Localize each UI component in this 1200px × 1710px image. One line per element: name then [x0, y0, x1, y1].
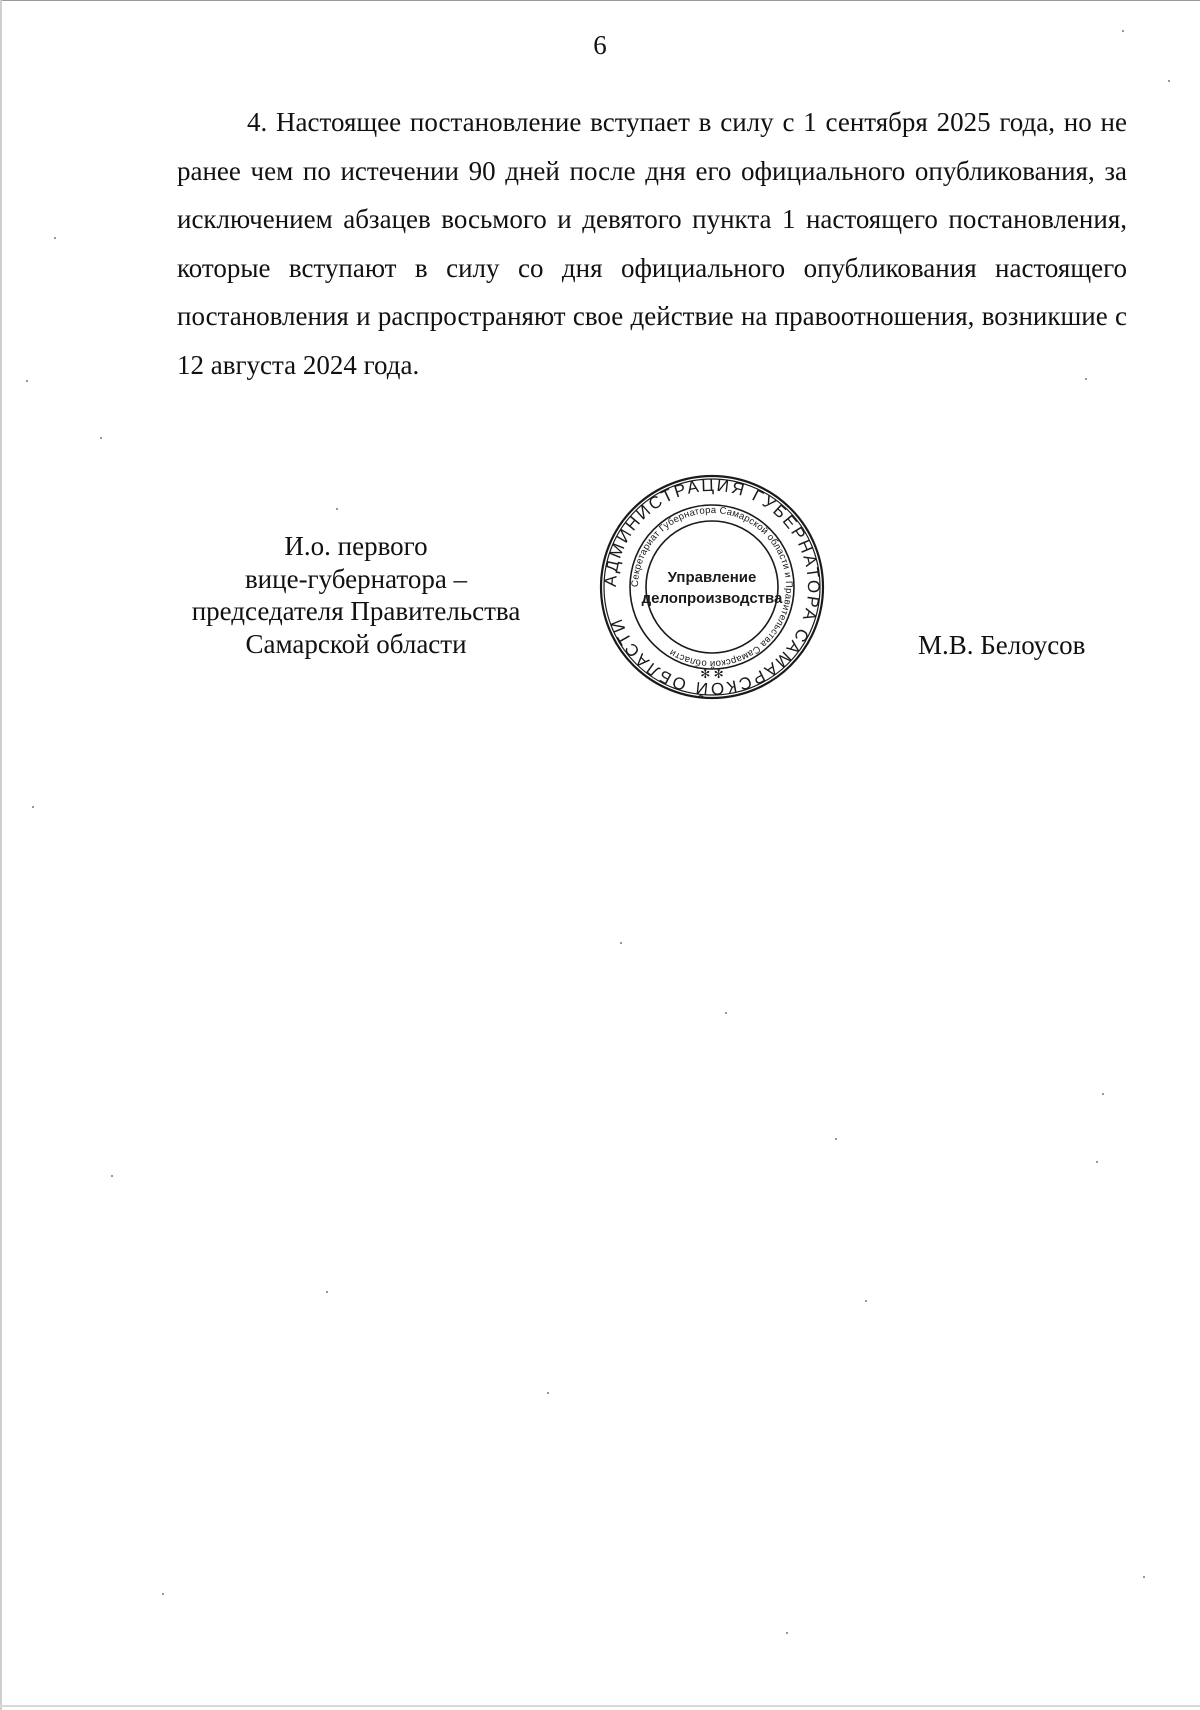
- scan-speck: [725, 1012, 727, 1014]
- signer-name: М.В. Белоусов: [918, 630, 1086, 660]
- scan-left-edge: [0, 0, 2, 1710]
- scan-speck: [1122, 30, 1124, 32]
- seal-inner-ring-text: Секретариат Губернатора Самарской области и Правительства Самарской области: [629, 504, 795, 670]
- scan-speck: [547, 1392, 549, 1394]
- signer-title-line: И.о. первого: [284, 531, 428, 561]
- signer-title-line: председателя Правительства: [191, 596, 521, 626]
- scan-speck: [1102, 1093, 1104, 1095]
- scan-speck: [32, 806, 34, 808]
- signer-title-line: Самарской области: [245, 628, 467, 659]
- scan-speck: [1085, 378, 1087, 380]
- page-number: 6: [593, 30, 607, 60]
- scan-speck: [111, 1175, 113, 1177]
- scan-speck: [1168, 80, 1170, 82]
- seal-stars: ✻ ✻: [700, 667, 724, 681]
- scan-speck: [786, 1632, 788, 1634]
- official-seal-stamp: [597, 472, 827, 702]
- scan-speck: [26, 380, 28, 382]
- scan-speck: [336, 508, 338, 510]
- scan-speck: [326, 1291, 328, 1293]
- scan-bottom-edge: [0, 1705, 1200, 1707]
- paragraph-item-4: 4. Настоящее постановление вступает в силу с 1 сентября 2025 года, но не ранее чем по истечении 90 дней после дня его официального опубликования, за исключением абзацев восьмого и девятого пункта 1 настоящего постановления, которые вступают в силу со дня официального опубликования настоящего постановления и распространяют свое действие на правоотношения, возникшие с 12 августа 2024 года.: [177, 107, 1127, 380]
- scan-speck: [620, 942, 622, 944]
- seal-center-line-2: делопроизводства: [641, 590, 783, 607]
- scan-speck: [1143, 1576, 1145, 1578]
- scan-top-edge: [0, 0, 1200, 1]
- scan-speck: [835, 1138, 837, 1140]
- seal-outer-text: АДМИНИСТРАЦИЯ ГУБЕРНАТОРА САМАРСКОЙ ОБЛАСТИ: [600, 475, 824, 699]
- scan-speck: [54, 237, 56, 239]
- scan-speck: [865, 1300, 867, 1302]
- scan-speck: [100, 437, 102, 439]
- scan-speck: [1096, 1161, 1098, 1163]
- seal-center-line-1: Управление: [667, 569, 757, 586]
- scan-speck: [162, 1593, 164, 1595]
- signer-title-line: вице-губернатора –: [244, 563, 468, 594]
- signer-title: [168, 530, 544, 660]
